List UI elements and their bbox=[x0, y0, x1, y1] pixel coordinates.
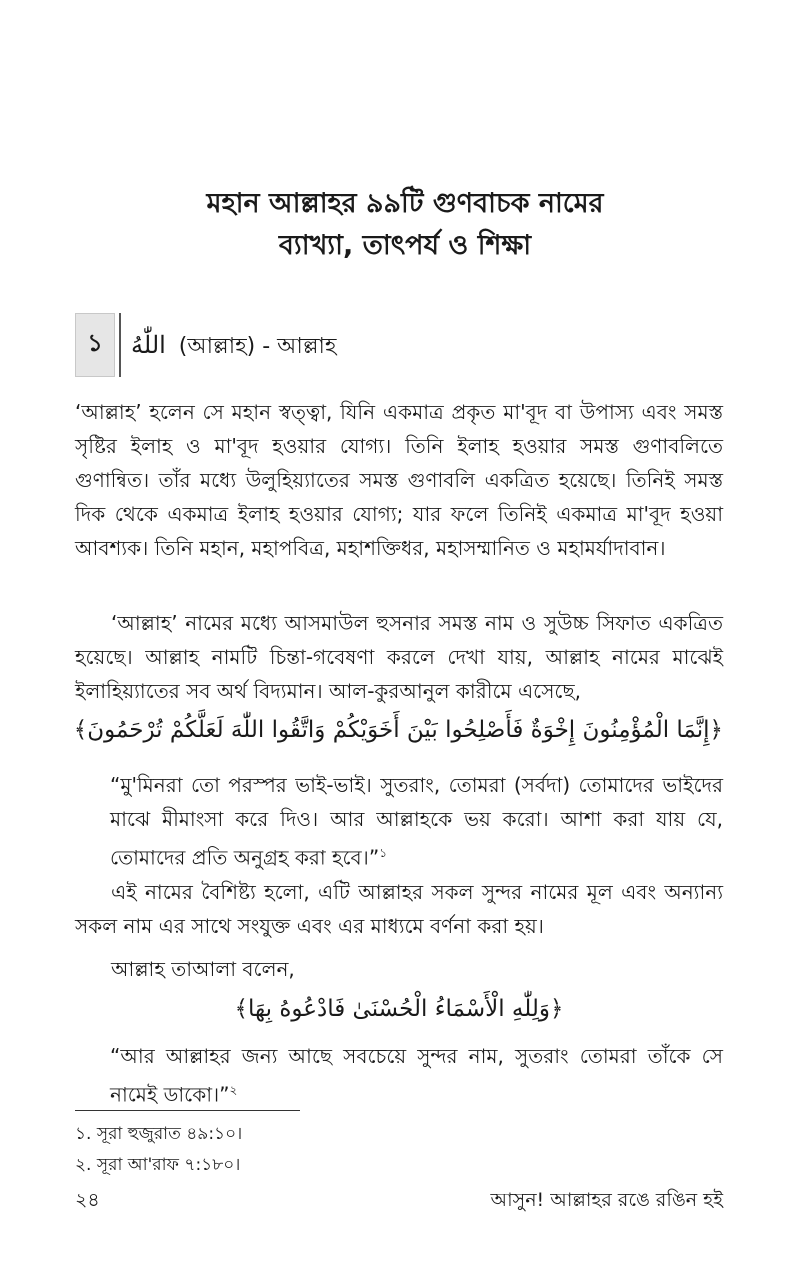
name-entry-header bbox=[75, 313, 405, 377]
footnote-ref-1[interactable]: ১ bbox=[379, 846, 387, 860]
chapter-title-line2: ব্যাখ্যা, তাৎপর্য ও শিক্ষা bbox=[278, 230, 532, 261]
running-title: আসুন! আল্লাহর রঙে রঙিন হই bbox=[490, 1189, 723, 1211]
paragraph-4: আল্লাহ তাআলা বলেন, bbox=[111, 957, 295, 981]
page-number: ২৪ bbox=[75, 1189, 100, 1211]
name-meaning: আল্লাহ bbox=[277, 334, 337, 359]
name-number: ১ bbox=[75, 313, 115, 377]
chapter-title bbox=[0, 183, 810, 267]
name-separator: - bbox=[262, 334, 271, 359]
footnote-divider bbox=[75, 1110, 300, 1111]
quote-1-text: “মু'মিনরা তো পরস্পর ভাই-ভাই। সুতরাং, তোমরা (সর্বদা) তোমাদের ভাইদের মাঝে মীমাংসা করে দিও। আর আল্লাহকে ভয় করো। আশা করা যায় যে, তোমাদের প্রতি অনুগ্রহ করা হবে।” bbox=[110, 773, 723, 870]
paragraph-1: ‘আল্লাহ’ হলেন সে মহান স্বত্ত্বা, যিনি একমাত্র প্রকৃত মা'বূদ বা উপাস্য এবং সমস্ত সৃষ্টির ইলাহ ও মা'বূদ হওয়ার যোগ্য। তিনি ইলাহ হওয়ার সমস্ত গুণাবলিতে গুণান্বিত। তাঁর মধ্যে উলুহিয়্যাতের সমস্ত গুণাবলি একত্রিত হয়েছে। তিনিই সমস্ত দিক থেকে একমাত্র ইলাহ হওয়ার যোগ্য; যার ফলে তিনিই একমাত্র মা'বূদ হওয়া আবশ্যক। তিনি মহান, মহাপবিত্র, মহাশক্তিধর, মহাসম্মানিত ও মহামর্যাদাবান। bbox=[75, 400, 723, 560]
name-divider bbox=[119, 313, 121, 377]
name-line bbox=[131, 329, 336, 366]
name-arabic: اللّٰهُ bbox=[131, 331, 166, 359]
chapter-title-line1: মহান আল্লাহর ৯৯টি গুণবাচক নামের bbox=[206, 188, 604, 219]
footnote-ref-2[interactable]: ২ bbox=[229, 1083, 238, 1097]
paragraph-3: এই নামের বৈশিষ্ট্য হলো, এটি আল্লাহর সকল সুন্দর নামের মূল এবং অন্যান্য সকল নাম এর সাথে সংযুক্ত এবং এর মাধ্যমে বর্ণনা করা হয়। bbox=[75, 880, 723, 938]
paragraph-2: ‘আল্লাহ’ নামের মধ্যে আসমাউল হুসনার সমস্ত নাম ও সুউচ্চ সিফাত একত্রিত হয়েছে। আল্লাহ নামটি চিন্তা-গবেষণা করলে দেখা যায়, আল্লাহ নামের মাঝেই ইলাহিয়্যাতের সব অর্থ বিদ্যমান। আল-কুরআনুল কারীমে এসেছে, bbox=[75, 611, 723, 703]
name-transliteration: (আল্লাহ) bbox=[178, 334, 256, 359]
ayah-2: ﴿وَلِلّٰهِ الْأَسْمَاءُ الْحُسْنَىٰ فَادْعُوهُ بِهَا﴾ bbox=[234, 996, 564, 1022]
footnote-1: ১. সূরা হুজুরাত ৪৯:১০। bbox=[75, 1124, 243, 1144]
ayah-1: ﴿إِنَّمَا الْمُؤْمِنُونَ إِخْوَةٌ فَأَصْلِحُوا بَيْنَ أَخَوَيْكُمْ وَاتَّقُوا اللّٰهَ لَعَلَّكُمْ تُرْحَمُونَ﴾ bbox=[73, 717, 723, 743]
quote-2-text: “আর আল্লাহর জন্য আছে সবচেয়ে সুন্দর নাম, সুতরাং তোমরা তাঁকে সে নামেই ডাকো।” bbox=[110, 1044, 723, 1107]
quote-2 bbox=[110, 1039, 723, 1112]
footnote-2: ২. সূরা আ'রাফ ৭:১৮০। bbox=[75, 1155, 241, 1175]
quote-1 bbox=[110, 768, 723, 875]
